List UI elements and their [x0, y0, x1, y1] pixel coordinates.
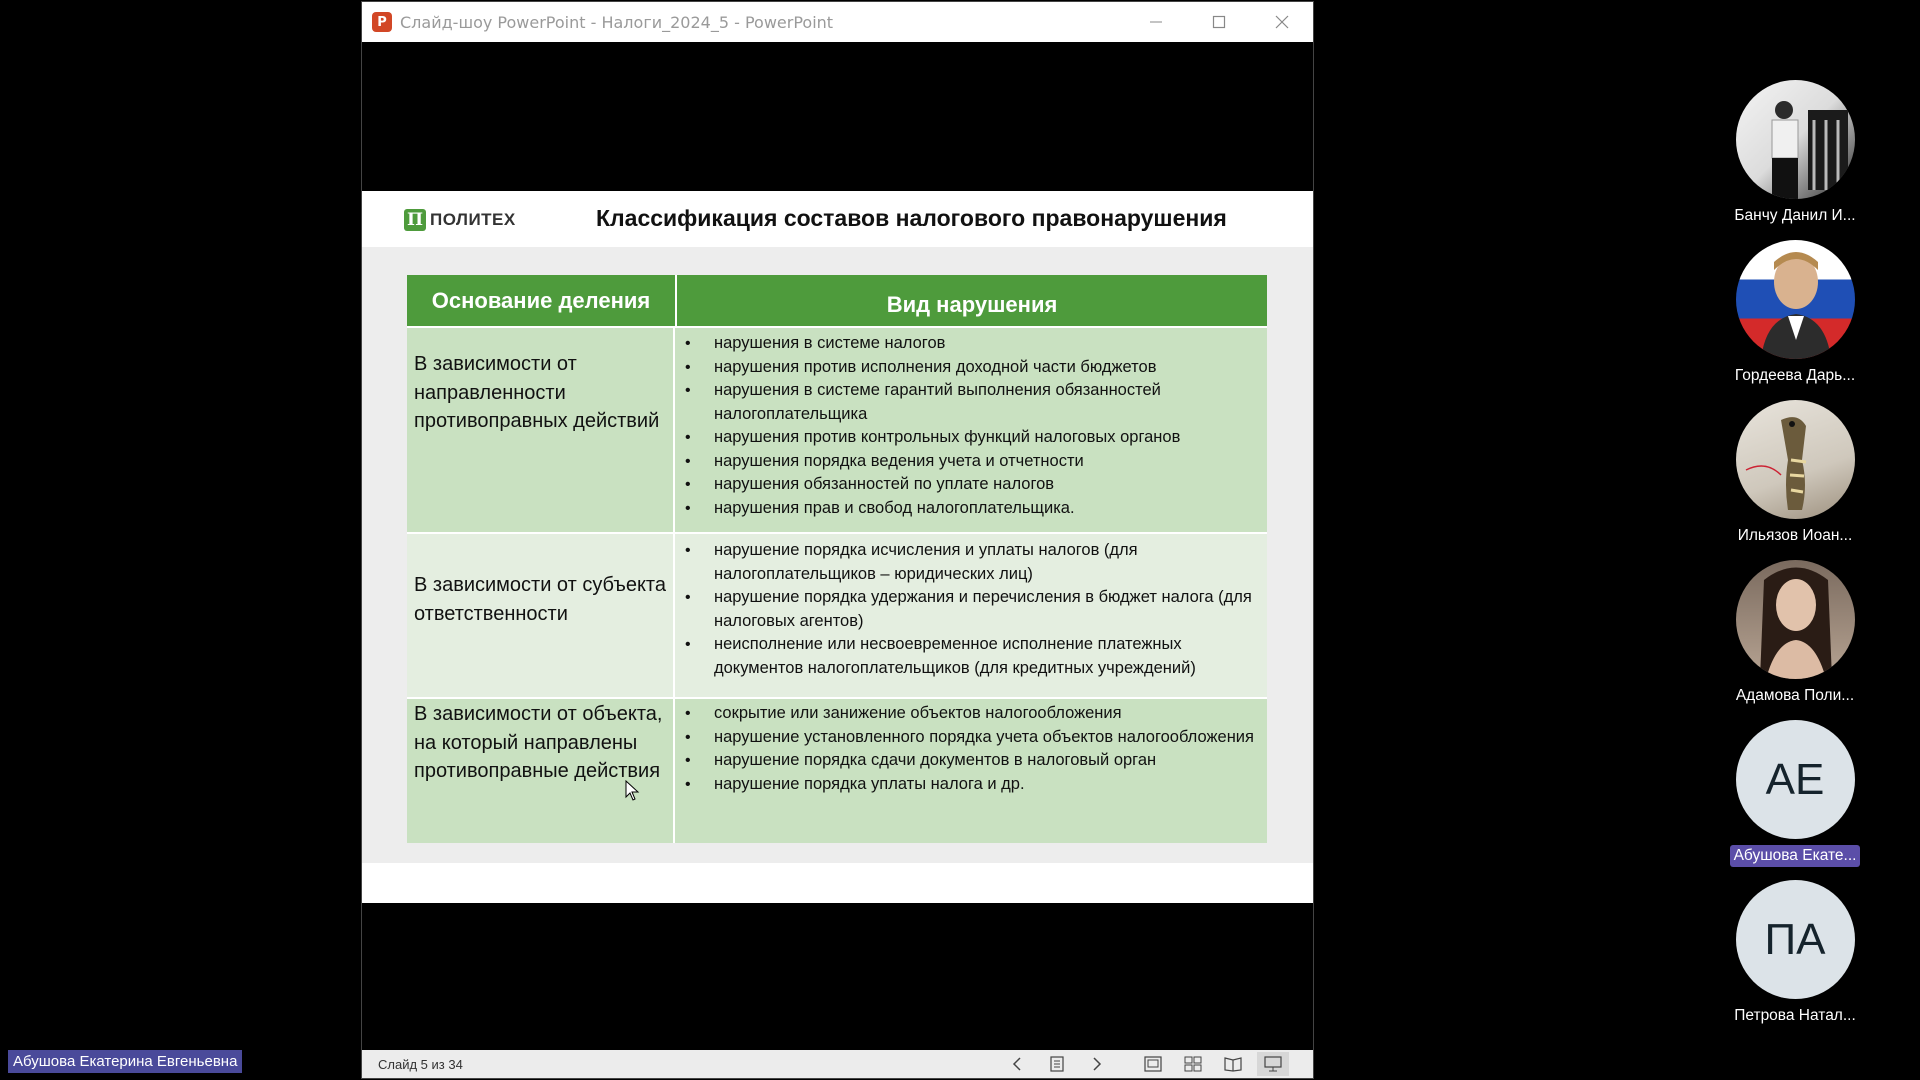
participant-name: Ильязов Иоан... — [1737, 527, 1853, 544]
participant-tile[interactable] — [1720, 720, 1870, 867]
header-basis: Основание деления — [407, 275, 677, 326]
violation-item: • нарушение порядка сдачи документов в налоговый орган — [683, 749, 1259, 773]
participant-tile[interactable] — [1720, 880, 1870, 1027]
slideshow-nav — [993, 1050, 1289, 1078]
slide-sorter-button[interactable] — [1177, 1052, 1209, 1076]
basis-cell: В зависимости от направленности противоправных действий — [407, 328, 675, 532]
minimize-button[interactable] — [1124, 2, 1187, 42]
maximize-button[interactable] — [1187, 2, 1250, 42]
chevron-left-icon — [1011, 1057, 1023, 1071]
table-row — [407, 326, 1267, 532]
header-violation-type: Вид нарушения — [677, 275, 1267, 326]
maximize-icon — [1212, 15, 1226, 29]
participant-tile[interactable] — [1720, 400, 1870, 547]
reading-view-button[interactable] — [1217, 1052, 1249, 1076]
basis-cell: В зависимости от объекта, на который направлены противоправные действия — [407, 699, 675, 843]
table-row — [407, 697, 1267, 843]
mouse-cursor-icon — [625, 780, 641, 802]
normal-view-button[interactable] — [1137, 1052, 1169, 1076]
powerpoint-window — [361, 1, 1314, 1079]
self-name-tag: Абушова Екатерина Евгеньевна — [8, 1050, 242, 1073]
violations-cell — [675, 328, 1267, 532]
slideshow-view-button[interactable] — [1257, 1052, 1289, 1076]
slideshow-statusbar — [362, 1050, 1313, 1078]
close-icon — [1275, 15, 1289, 29]
window-titlebar[interactable] — [362, 2, 1313, 42]
avatar — [1736, 80, 1855, 199]
participant-name: Петрова Натал... — [1734, 1007, 1856, 1024]
previous-slide-button[interactable] — [1001, 1052, 1033, 1076]
violations-cell — [675, 699, 1267, 843]
violation-item: • нарушение порядка удержания и перечисления в бюджет налога (для налоговых агентов) — [683, 586, 1259, 633]
chevron-right-icon — [1091, 1057, 1103, 1071]
basis-cell: В зависимости от субъекта ответственности — [407, 534, 675, 697]
next-slide-button[interactable] — [1081, 1052, 1113, 1076]
violation-item: • нарушение установленного порядка учета объектов налогообложения — [683, 726, 1259, 750]
book-icon — [1224, 1056, 1242, 1072]
violation-item: • неисполнение или несвоевременное исполнение платежных документов налогоплательщиков (для кредитных учреждений) — [683, 633, 1259, 680]
violation-item: • нарушения порядка ведения учета и отчетности — [683, 450, 1259, 474]
slide-title: Классификация составов налогового правонарушения — [596, 205, 1227, 231]
window-title: Слайд-шоу PowerPoint - Налоги_2024_5 - PowerPoint — [400, 12, 834, 32]
table-header — [407, 275, 1267, 326]
slide-counter: Слайд 5 из 34 — [378, 1056, 463, 1072]
slide-header — [362, 191, 1313, 247]
avatar-initials: ПА — [1736, 880, 1855, 999]
participant-name: Абушова Екате... — [1730, 845, 1861, 867]
politech-logo-text: ПОЛИТЕХ — [430, 210, 516, 229]
person-photo-icon — [1736, 80, 1855, 199]
table-row — [407, 532, 1267, 697]
minimize-icon — [1149, 15, 1163, 29]
violation-item: • сокрытие или занижение объектов налогообложения — [683, 702, 1259, 726]
normal-view-icon — [1144, 1056, 1162, 1072]
violation-item: • нарушение порядка уплаты налога и др. — [683, 773, 1259, 797]
person-photo-icon — [1736, 240, 1855, 359]
person-photo-icon — [1736, 560, 1855, 679]
participant-name: Адамова Поли... — [1735, 687, 1855, 704]
participant-tile[interactable] — [1720, 560, 1870, 707]
violation-item: • нарушения обязанностей по уплате налогов — [683, 473, 1259, 497]
violation-item: • нарушение порядка исчисления и уплаты налогов (для налогоплательщиков – юридических лиц) — [683, 539, 1259, 586]
slide-body — [362, 247, 1313, 863]
participant-name: Гордеева Дарь... — [1734, 367, 1856, 384]
slide-list-icon — [1049, 1056, 1065, 1072]
politech-logo — [404, 209, 516, 231]
avatar — [1736, 560, 1855, 679]
violation-item: • нарушения в системе гарантий выполнения обязанностей налогоплательщика — [683, 379, 1259, 426]
violation-item: • нарушения против исполнения доходной части бюджетов — [683, 356, 1259, 380]
violations-cell — [675, 534, 1267, 697]
powerpoint-app-icon: P — [372, 12, 392, 32]
participant-tile[interactable] — [1720, 80, 1870, 227]
classification-table — [407, 275, 1267, 843]
slide[interactable] — [362, 191, 1313, 903]
close-button[interactable] — [1250, 2, 1313, 42]
violation-item: • нарушения в системе налогов — [683, 332, 1259, 356]
avatar — [1736, 240, 1855, 359]
avatar — [1736, 400, 1855, 519]
participant-name: Банчу Данил И... — [1734, 207, 1856, 224]
violation-item: • нарушения против контрольных функций налоговых органов — [683, 426, 1259, 450]
politech-logo-mark: П — [404, 209, 426, 231]
avatar-initials: АЕ — [1736, 720, 1855, 839]
violation-item: • нарушения прав и свобод налогоплательщика. — [683, 497, 1259, 521]
participant-tile[interactable] — [1720, 240, 1870, 387]
lizard-photo-icon — [1736, 400, 1855, 519]
presentation-icon — [1264, 1056, 1282, 1072]
grid-icon — [1184, 1056, 1202, 1072]
slide-menu-button[interactable] — [1041, 1052, 1073, 1076]
window-controls — [1124, 2, 1313, 42]
